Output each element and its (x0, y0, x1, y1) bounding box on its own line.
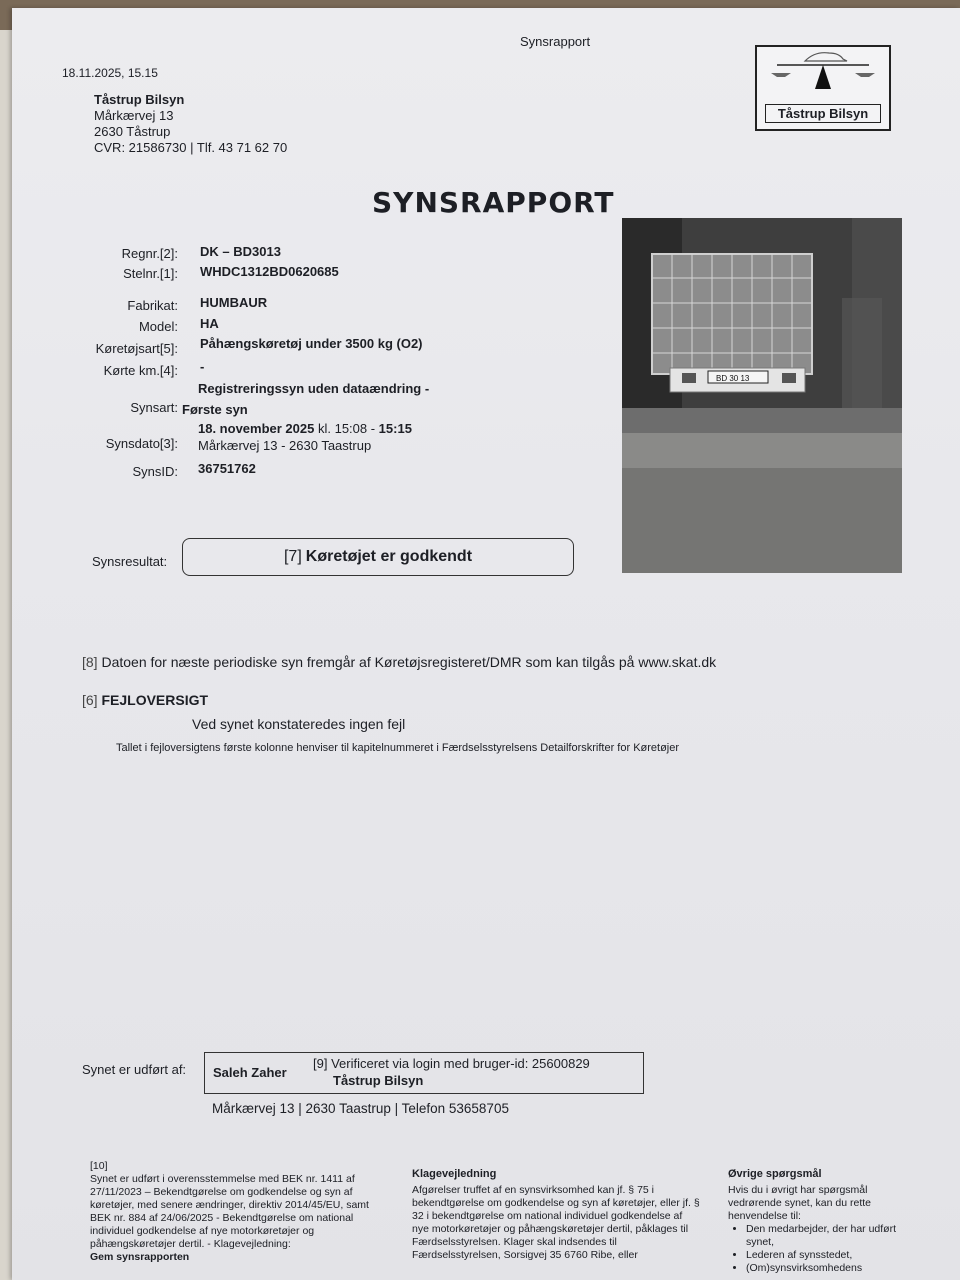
company-street: Mårkærvej 13 (94, 108, 174, 123)
vehicle-type-label: Køretøjsart[5]: (95, 341, 178, 356)
print-date: 18.11.2025, 15.15 (62, 66, 158, 80)
company-city: 2630 Tåstrup (94, 124, 171, 139)
model-value: HA (200, 316, 219, 331)
vehicle-photo (622, 218, 902, 573)
company-name: Tåstrup Bilsyn (94, 92, 185, 107)
list-item: • Lederen af synsstedet, (746, 1249, 908, 1262)
synsart-label: Synsart: (130, 400, 178, 415)
station-name: Tåstrup Bilsyn (333, 1073, 424, 1088)
station-address: Mårkærvej 13 | 2630 Taastrup | Telefon 53658705 (212, 1101, 509, 1116)
model-label: Model: (138, 319, 178, 334)
regnr-value: DK – BD3013 (200, 244, 281, 259)
footer-legal-sub: Gem synsrapporten (90, 1251, 190, 1263)
faults-text: Ved synet konstateredes ingen fejl (192, 716, 406, 732)
complaints-title: Klagevejledning (412, 1168, 497, 1180)
vehicle-type-value: Påhængskøretøj under 3500 kg (O2) (200, 336, 423, 351)
result-label: Synsresultat: (92, 554, 168, 569)
note8-code: [8] (82, 654, 98, 670)
footer-complaints (412, 1168, 702, 1262)
result-text: Køretøjet er godkendt (305, 548, 473, 565)
stelnr-value: WHDC1312BD0620685 (200, 264, 339, 279)
questions-list (728, 1223, 908, 1275)
faults-code: [6] (82, 692, 98, 708)
km-label: Kørte km.[4]: (103, 363, 178, 378)
footer-questions (728, 1168, 908, 1275)
synsid-label: SynsID: (132, 464, 178, 479)
synsdato-time-end: 15:15 (378, 421, 412, 436)
faults-note: Tallet i fejloversigtens første kolonne henviser til kapitelnummeret i Færdselsstyrelsens Detailforskrifter for Køretøjer (116, 742, 680, 754)
list-item: • (Om)synsvirksomhedens (746, 1262, 908, 1275)
plate-text: BD 30 13 (716, 374, 750, 383)
fabrikat-value: HUMBAUR (200, 295, 268, 310)
result-code: [7] (283, 548, 302, 565)
faults-heading (82, 692, 208, 708)
report-title: SYNSRAPPORT (372, 186, 615, 219)
regnr-label: Regnr.[2]: (121, 246, 178, 261)
result-box (182, 538, 574, 576)
company-logo (755, 45, 891, 131)
synsdato-date: 18. november 2025 (198, 421, 315, 436)
verification-text: [9] Verificeret via login med bruger-id: 25600829 (313, 1056, 590, 1071)
synsdato-value-line1 (198, 421, 412, 436)
synsart-value-line1: Registreringssyn uden dataændring - (198, 381, 430, 396)
complaints-text: Afgørelser truffet af en synsvirksomhed kan jf. § 75 i bekendtgørelse om godkendelse og syn af køretøjer, eller jf. § 32 i bekendtgørelse om national individuel godkendelse af nye motorkøretøjer og påhængskøretøjer dertil, påklages til Færdselsstyrelsen. Klager skal indsendes til Færdselsstyrelsen, Sorsigvej 35 6760 Ribe, eller (412, 1184, 700, 1261)
synsdato-value-line2: Mårkærvej 13 - 2630 Taastrup (198, 438, 372, 453)
questions-text: Hvis du i øvrigt har spørgsmål vedrørende synet, kan du rette henvendelse til: (728, 1184, 871, 1222)
next-inspection-note (82, 654, 716, 670)
synsdato-label: Synsdato[3]: (105, 436, 178, 451)
header-title: Synsrapport (520, 34, 591, 49)
inspector-name: Saleh Zaher (213, 1065, 287, 1080)
list-item: • Den medarbejder, der har udført synet, (746, 1223, 908, 1249)
report-page (12, 8, 960, 1280)
performed-box (204, 1052, 644, 1094)
logo-label: Tåstrup Bilsyn (765, 104, 881, 123)
footer-legal (90, 1160, 390, 1264)
stelnr-label: Stelnr.[1]: (123, 266, 178, 281)
performed-label: Synet er udført af: (82, 1062, 187, 1077)
note8-text: Datoen for næste periodiske syn fremgår af Køretøjsregisteret/DMR som kan tilgås på www.skat.dk (101, 654, 717, 670)
footer-legal-code: [10] (90, 1160, 108, 1172)
synsdato-time-start: kl. 15:08 - (314, 421, 379, 436)
company-block (94, 92, 287, 156)
questions-title: Øvrige spørgsmål (728, 1168, 822, 1180)
footer-legal-text: Synet er udført i overensstemmelse med BEK nr. 1411 af 27/11/2023 – Bekendtgørelse om godkendelse og syn af køretøjer, med senere ændringer, direktiv 2014/45/EU, samt BEK nr. 884 af 24/06/2025 - Bekendtgørelse om national individuel godkendelse af nye motorkøretøjer og påhængskøretøjer dertil. - Klagevejledning: (90, 1173, 369, 1250)
synsid-value: 36751762 (198, 461, 256, 476)
fabrikat-label: Fabrikat: (127, 298, 178, 313)
synsart-value-line2: Første syn (182, 402, 248, 417)
faults-title: FEJLOVERSIGT (101, 692, 209, 708)
company-cvr: CVR: 21586730 | Tlf. 43 71 62 70 (94, 140, 288, 155)
km-value: - (200, 359, 205, 374)
scale-car-icon (757, 47, 889, 97)
